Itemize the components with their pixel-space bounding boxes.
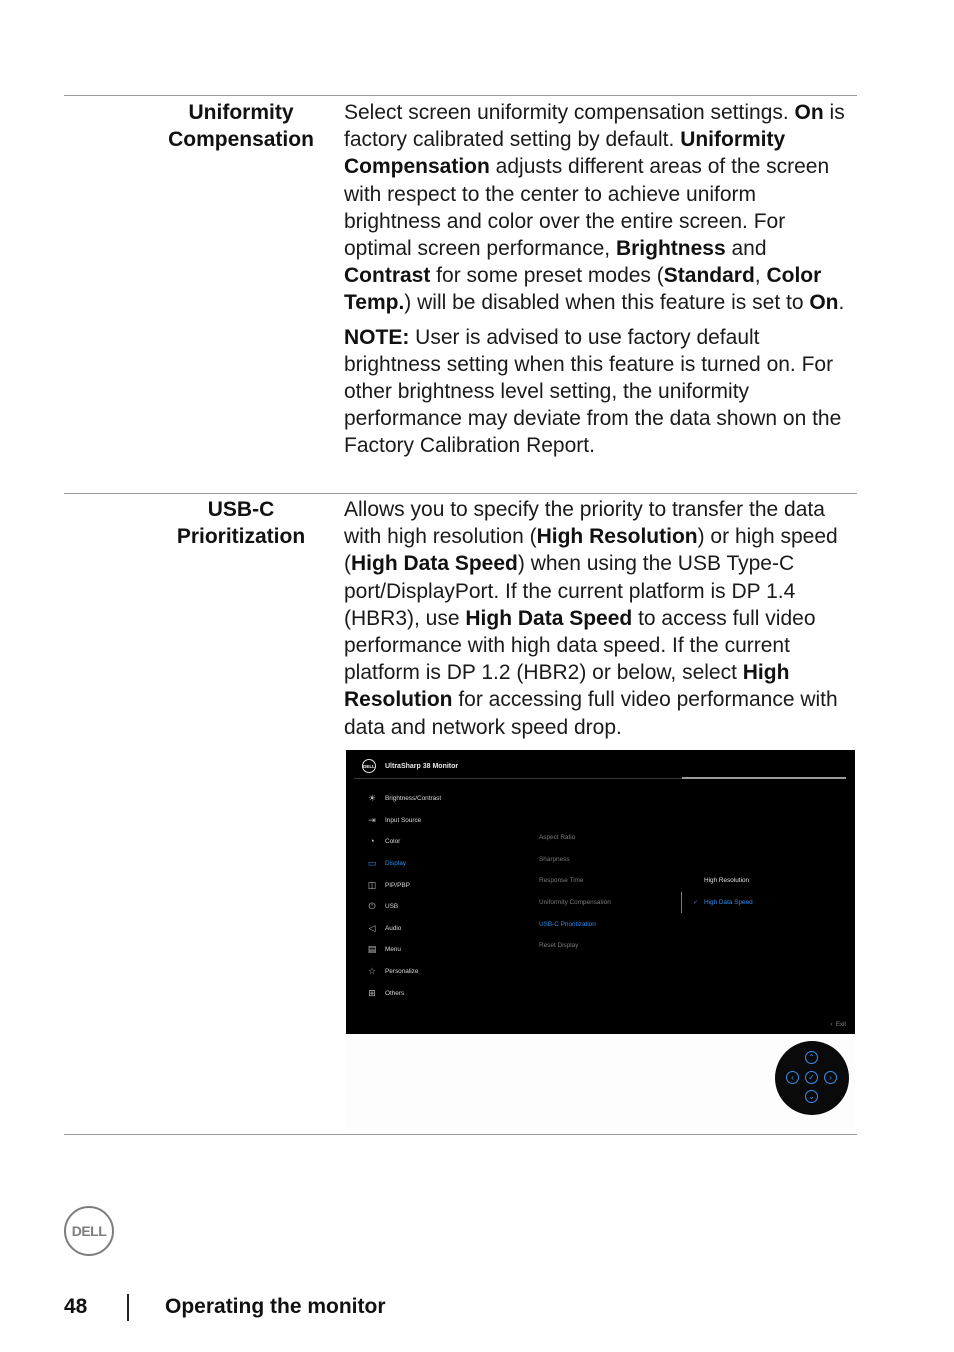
- joystick-center-icon: ✓: [805, 1071, 818, 1084]
- osd-menu-label: Audio: [385, 924, 402, 932]
- term-uniformity-compensation: [150, 99, 332, 153]
- term-line: Uniformity: [188, 101, 294, 124]
- term-line: USB-C: [207, 498, 275, 521]
- pip-icon: ◫: [367, 879, 377, 890]
- joystick-left-icon: ‹: [786, 1071, 799, 1084]
- others-icon: ⊞: [368, 987, 376, 998]
- osd-menu-item-display[interactable]: [366, 853, 441, 875]
- text: ,: [754, 264, 767, 288]
- osd-menu-item-brightness-contrast[interactable]: [366, 788, 441, 810]
- osd-submenu-item-response-time[interactable]: Response Time: [539, 877, 584, 885]
- term-line: Prioritization: [176, 525, 306, 548]
- osd-submenu-item-usb-c-prioritization[interactable]: USB-C Prioritization: [539, 920, 596, 928]
- osd-submenu-item-uniformity-compensation[interactable]: Uniformity Compensation: [539, 899, 611, 907]
- desc-uniformity-compensation: [344, 99, 850, 460]
- osd-menu-item-color[interactable]: [366, 831, 441, 853]
- text: Select screen uniformity compensation settings.: [344, 101, 795, 124]
- joystick-down-icon: ⌄: [805, 1090, 818, 1103]
- bold-text: High Resolution: [536, 525, 698, 549]
- osd-exit[interactable]: [831, 1022, 846, 1028]
- joystick-icon: [775, 1041, 849, 1115]
- bold-text: Uniformity Compensation: [344, 128, 786, 179]
- table-top-rule: [64, 95, 857, 96]
- osd-menu-item-audio[interactable]: [366, 918, 441, 940]
- bold-text: High Data Speed: [351, 552, 518, 576]
- bold-text: On: [794, 101, 824, 124]
- description-paragraph: [344, 496, 850, 741]
- sun-icon: ☀: [367, 793, 377, 804]
- text: and: [725, 237, 767, 261]
- osd-menu-label: Menu: [385, 946, 401, 954]
- osd-menu-label: Brightness/Contrast: [385, 795, 442, 803]
- table-bottom-rule: [64, 1134, 857, 1135]
- note-text: User is advised to use factory default brightness setting when this feature is turned on. For other brightness level setting, the uniformity performance may deviate from the data shown on the Factory Calibration Report.: [344, 325, 842, 458]
- osd-menu-label: PIP/PBP: [385, 881, 410, 889]
- text: .: [838, 291, 845, 315]
- osd-submenu-item-aspect-ratio[interactable]: Aspect Ratio: [539, 834, 576, 842]
- menu-icon: ▤: [367, 944, 377, 955]
- osd-menu-label: Personalize: [385, 968, 419, 976]
- color-palette-icon: ◔: [369, 836, 375, 847]
- osd-menu-item-pip-pbp[interactable]: [366, 874, 441, 896]
- audio-icon: ◁: [368, 922, 376, 933]
- note-paragraph: [344, 324, 850, 460]
- osd-menu-label: Display: [385, 860, 406, 868]
- input-source-icon: ⇥: [368, 814, 376, 825]
- usb-icon: ⏻: [368, 901, 376, 912]
- desc-usb-c-prioritization: [344, 496, 850, 741]
- osd-submenu-item-reset-display[interactable]: Reset Display: [539, 942, 579, 950]
- osd-submenu-item-sharpness[interactable]: Sharpness: [539, 855, 570, 863]
- display-icon: ▭: [367, 858, 377, 869]
- bold-text: Contrast: [344, 264, 431, 288]
- page-number: 48: [64, 1295, 88, 1318]
- bold-text: High Data Speed: [465, 606, 633, 630]
- osd-main-menu: [366, 788, 441, 1004]
- text: to access full video performance with high data speed. If the current platform is DP 1.2 (HBR2) or below, select: [344, 606, 816, 685]
- note-label: NOTE:: [344, 325, 410, 349]
- term-usb-c-prioritization: [150, 496, 332, 550]
- osd-option-high-data-speed[interactable]: [681, 892, 753, 914]
- check-icon: ✓: [693, 899, 699, 906]
- section-title: Operating the monitor: [165, 1295, 386, 1318]
- term-line: Compensation: [168, 128, 314, 151]
- option-label: High Data Speed: [704, 898, 753, 906]
- osd-display-submenu: [539, 827, 611, 957]
- osd-menu-item-menu[interactable]: [366, 939, 441, 961]
- osd-menu-screenshot: [346, 750, 855, 1034]
- osd-header: [362, 759, 458, 773]
- bold-text: High Resolution: [344, 661, 790, 712]
- osd-menu-item-usb[interactable]: [366, 896, 441, 918]
- osd-menu-label: Input Source: [385, 816, 422, 824]
- text: is factory calibrated setting by default.: [344, 101, 845, 152]
- text: Allows you to specify the priority to transfer the data with high resolution (: [344, 498, 825, 549]
- joystick-right-icon: ›: [824, 1071, 837, 1084]
- text: ) will be disabled when this feature is set to: [404, 291, 810, 315]
- osd-menu-item-input-source[interactable]: [366, 810, 441, 832]
- osd-option-high-resolution[interactable]: [681, 870, 753, 892]
- description-paragraph: [344, 99, 850, 317]
- osd-divider-highlight: [682, 777, 846, 779]
- text: for some preset modes (: [430, 264, 664, 288]
- osd-menu-label: Color: [385, 838, 401, 846]
- osd-title: UltraSharp 38 Monitor: [385, 762, 459, 770]
- text: adjusts different areas of the screen with respect to the center to achieve uniform brightness and color over the entire screen. For optimal screen performance,: [344, 155, 830, 261]
- footer-separator: [127, 1294, 129, 1321]
- bold-text: On: [809, 291, 839, 315]
- osd-menu-label: USB: [385, 903, 399, 911]
- bold-text: Color Temp.: [344, 264, 822, 315]
- bold-text: Brightness: [615, 237, 726, 261]
- table-row-rule: [64, 493, 857, 494]
- dell-logo: DELL: [64, 1206, 114, 1256]
- joystick-up-icon: ⌃: [805, 1051, 818, 1064]
- osd-menu-item-personalize[interactable]: [366, 961, 441, 983]
- bold-text: Standard: [663, 264, 755, 288]
- osd-menu-item-others[interactable]: [366, 982, 441, 1004]
- chevron-left-icon: ‹: [830, 1022, 833, 1028]
- option-label: High Resolution: [704, 877, 750, 885]
- text: ) when using the USB Type-C port/DisplayPort. If the current platform is DP 1.4 (HBR3), use: [344, 552, 796, 630]
- dell-logo-icon: DELL: [362, 759, 376, 773]
- text: ) or high speed (: [344, 525, 838, 576]
- text: for accessing full video performance with data and network speed drop.: [344, 688, 838, 739]
- osd-options: [681, 870, 753, 913]
- osd-menu-label: Others: [385, 989, 405, 997]
- exit-label: Exit: [835, 1022, 846, 1028]
- star-icon: ☆: [367, 966, 377, 977]
